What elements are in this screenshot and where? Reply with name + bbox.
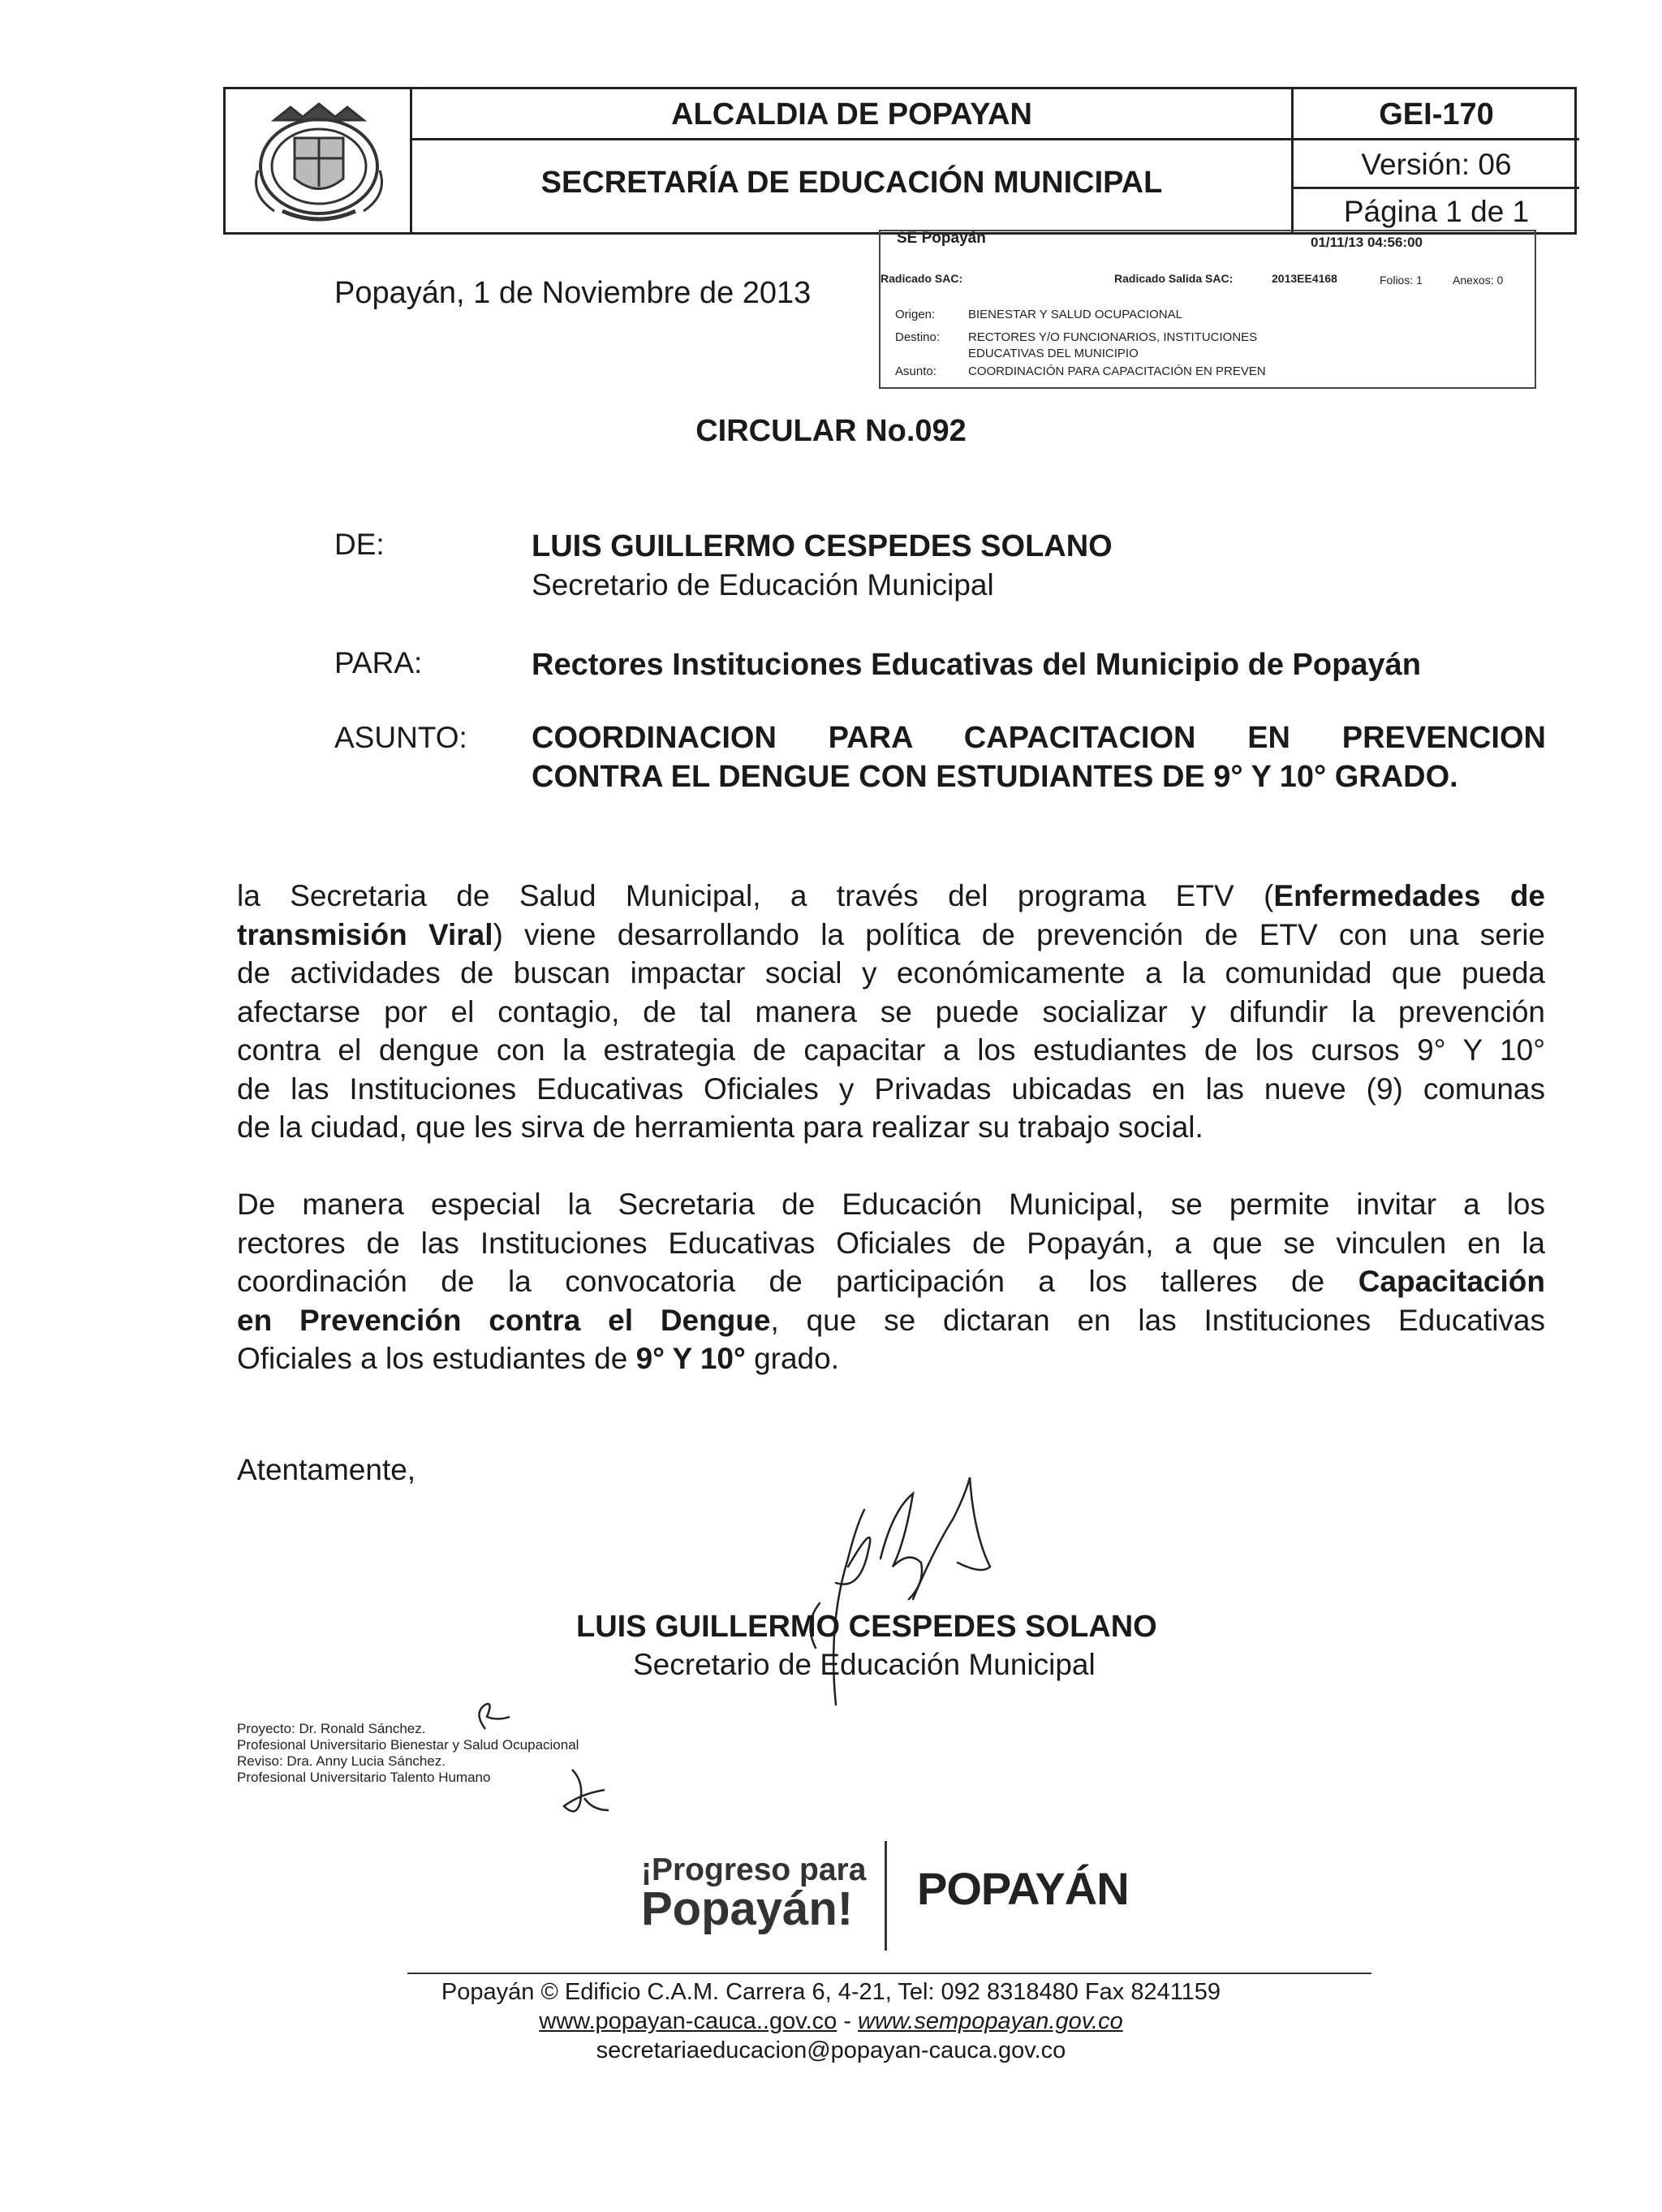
body2-line: [237, 1262, 1545, 1301]
body1-line: contra el dengue con la estrategia de capacitar a los estudiantes de los cursos 9° Y 10°: [237, 1033, 1545, 1067]
body2-line: De manera especial la Secretaria de Educación Municipal, se permite invitar a los: [237, 1188, 1545, 1221]
credits-line: Profesional Universitario Bienestar y Salud Ocupacional: [237, 1737, 579, 1753]
radicado-stamp: [879, 230, 1536, 389]
body1-line: de las Instituciones Educativas Oficiales y Privadas ubicadas en las nueve (9) comunas: [237, 1072, 1545, 1106]
doc-control-cell: [1291, 89, 1579, 232]
stamp-timestamp: 01/11/13 04:56:00: [1311, 235, 1423, 250]
initials-mark: [469, 1697, 518, 1737]
body2-text: grado.: [745, 1342, 839, 1375]
body1-text: ) viene desarrollando la política de prevención de ETV con una serie: [493, 917, 1545, 951]
stamp-radicado-salida-label: Radicado Salida SAC:: [1114, 272, 1234, 285]
document-header: [223, 87, 1577, 235]
footer-separator: -: [837, 2008, 859, 2034]
para-value: Rectores Instituciones Educativas del Municipio de Popayán: [532, 648, 1421, 682]
stamp-radicado-sac: Radicado SAC:: [881, 272, 963, 285]
credits-line: Profesional Universitario Talento Humano: [237, 1770, 491, 1785]
brand-divider: [885, 1841, 887, 1951]
body1-line: de la ciudad, que les sirva de herramienta para realizar su trabajo social.: [237, 1110, 1203, 1144]
website-link[interactable]: www.popayan-cauca..gov.co: [539, 2008, 837, 2034]
de-title: Secretario de Educación Municipal: [532, 568, 994, 602]
stamp-asunto: COORDINACIÓN PARA CAPACITACIÓN EN PREVEN: [968, 364, 1266, 378]
asunto-label: ASUNTO:: [334, 721, 467, 754]
footer-address: Popayán © Edificio C.A.M. Carrera 6, 4-21, Tel: 092 8318480 Fax 8241159: [441, 1979, 1221, 2005]
body2-line: [237, 1301, 1545, 1340]
stamp-asunto-label: Asunto:: [895, 364, 936, 378]
initials-mark: [556, 1761, 621, 1826]
signature-title: Secretario de Educación Municipal: [633, 1648, 1096, 1681]
body1-line: [237, 877, 1545, 916]
stamp-office: SE Popayán: [897, 230, 986, 247]
para-label: PARA:: [334, 646, 423, 679]
slogan-line2: Popayán!: [641, 1882, 854, 1935]
body1-bold: Enfermedades de: [1273, 879, 1546, 912]
closing: Atentamente,: [237, 1453, 416, 1486]
body2-bold: en Prevención contra el Dengue: [237, 1303, 771, 1337]
circular-number: CIRCULAR No.092: [695, 414, 967, 448]
asunto-line1: COORDINACION PARA CAPACITACION EN PREVENCION: [532, 721, 1546, 755]
logo-cell: [226, 89, 412, 232]
de-name: LUIS GUILLERMO CESPEDES SOLANO: [532, 529, 1113, 563]
body1-line: [237, 916, 1545, 955]
document-version: Versión: 06: [1294, 140, 1579, 189]
footer-email[interactable]: secretariaeducacion@popayan-cauca.gov.co: [596, 2037, 1066, 2063]
body2-text: coordinación de la convocatoria de participación a los talleres de: [237, 1265, 1358, 1298]
body2-text: Oficiales a los estudiantes de: [237, 1342, 636, 1375]
institution-name: ALCALDIA DE POPAYAN: [412, 89, 1291, 140]
slogan-line1: ¡Progreso para: [641, 1852, 867, 1887]
body-paragraph-2: [237, 1185, 1545, 1378]
stamp-anexos: Anexos: 0: [1453, 274, 1504, 287]
body-paragraph-1: [237, 877, 1545, 1147]
signature-name: LUIS GUILLERMO CESPEDES SOLANO: [576, 1610, 1157, 1644]
stamp-destino-line1: RECTORES Y/O FUNCIONARIOS, INSTITUCIONES: [968, 330, 1258, 344]
handwritten-signature: [771, 1461, 1031, 1729]
body1-bold: transmisión Viral: [237, 917, 493, 951]
document-code: GEI-170: [1294, 89, 1579, 140]
body2-text: , que se dictaran en las Instituciones Educativas: [770, 1303, 1545, 1337]
credits-line: Proyecto: Dr. Ronald Sánchez.: [237, 1721, 426, 1736]
stamp-origen: BIENESTAR Y SALUD OCUPACIONAL: [968, 308, 1182, 321]
coat-of-arms-logo: [226, 89, 412, 232]
asunto-line2: CONTRA EL DENGUE CON ESTUDIANTES DE 9° Y 10° GRADO.: [532, 760, 1458, 794]
department-name: SECRETARÍA DE EDUCACIÓN MUNICIPAL: [540, 166, 1163, 200]
page-indicator: Página 1 de 1: [1343, 195, 1530, 228]
de-label: DE:: [334, 528, 385, 561]
body1-line: de actividades de buscan impactar social y económicamente a la comunidad que pueda: [237, 956, 1545, 990]
footer-divider: [407, 1973, 1371, 1974]
body1-text: la Secretaria de Salud Municipal, a través del programa ETV (: [237, 879, 1274, 912]
footer-websites: [0, 2008, 1662, 2035]
body2-bold: 9° Y 10°: [635, 1342, 746, 1375]
stamp-destino-label: Destino:: [895, 330, 941, 344]
stamp-origen-label: Origen:: [895, 308, 936, 321]
credits-line: Reviso: Dra. Anny Lucia Sánchez.: [237, 1753, 446, 1769]
body2-line: [237, 1339, 1545, 1378]
document-date: Popayán, 1 de Noviembre de 2013: [334, 276, 812, 310]
stamp-folios: Folios: 1: [1380, 274, 1423, 287]
stamp-radicado-salida-value: 2013EE4168: [1272, 272, 1337, 285]
stamp-destino-line2: EDUCATIVAS DEL MUNICIPIO: [968, 347, 1139, 360]
city-logotype: POPAYÁN: [917, 1863, 1129, 1914]
body1-line: afectarse por el contagio, de tal manera se puede socializar y difundir la prevención: [237, 994, 1545, 1028]
body2-bold: Capacitación: [1358, 1265, 1545, 1298]
body2-line: rectores de las Instituciones Educativas Oficiales de Popayán, a que se vinculen en la: [237, 1226, 1545, 1260]
website-link[interactable]: www.sempopayan.gov.co: [858, 2008, 1123, 2034]
